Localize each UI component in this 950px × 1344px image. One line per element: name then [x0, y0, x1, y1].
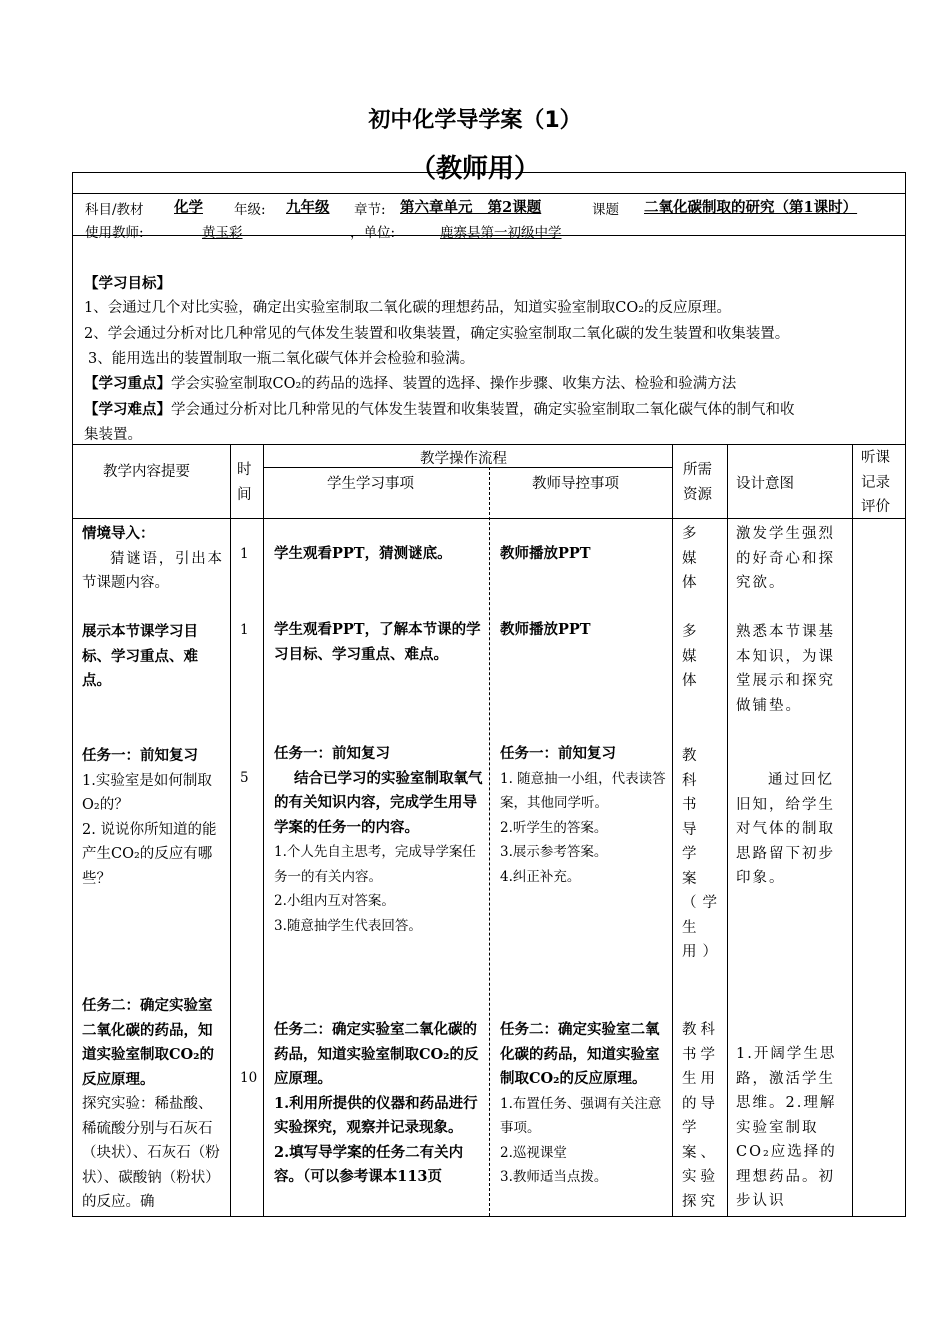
header-eval: 听课记录评价: [861, 450, 890, 515]
row4-time: 10: [240, 1070, 258, 1086]
row1-content: 情境导入： 猜谜语，引出本节课题内容。: [82, 525, 222, 591]
row3-content: 任务一：前知复习 1.实验室是如何制取O₂的？ 2. 说说你所知道的能产生CO₂的反应有哪些？: [82, 747, 217, 887]
row4-intent: 1.开阔学生思路，激活学生思维。2.理解实验室制取CO₂应选择的理想药品。初步认识: [736, 1046, 837, 1209]
difficult-point: 【学习难点】学会通过分析对比几种常见的气体发生装置和收集装置，确定实验室制取二氧化碳气体的制气和收: [84, 401, 795, 418]
chapter-value: 第六章单元 第2课题: [400, 199, 542, 216]
row2-student: 学生观看PPT，了解本节课的学习目标、学习重点、难点。: [274, 621, 481, 663]
grade-label: 年级:: [234, 202, 266, 218]
row1-student: 学生观看PPT，猜测谜底。: [274, 545, 452, 562]
key-point: 【学习重点】学会实验室制取CO₂的药品的选择、装置的选择、操作步骤、收集方法、检验和验满方法: [84, 375, 737, 392]
goal-1: 1、会通过几个对比实验，确定出实验室制取二氧化碳的理想药品，知道实验室制取CO₂的反应原理。: [84, 300, 732, 316]
goal-3: 3、能用选出的装置制取一瓶二氧化碳气体并会检验和验满。: [88, 351, 475, 367]
grade-value: 九年级: [286, 199, 330, 216]
row3-resource: 教科书导学案（学生用）: [682, 748, 723, 960]
page-subtitle: （教师用）: [409, 154, 540, 184]
difficult-point-cont: 集装置。: [84, 427, 142, 443]
header-teacher: 教师导控事项: [532, 476, 619, 492]
row3-student: 任务一：前知复习 结合已学习的实验室制取氧气的有关知识内容，完成学生用导学案的任务一的内容。 1.个人先自主思考，完成导学案任务一的有关内容。 2.小组内互对答案。 3.随意抽学生代表回答。: [274, 745, 483, 934]
header-flow: 教学操作流程: [420, 451, 507, 467]
row2-teacher: 教师播放PPT: [500, 621, 591, 638]
row4-content: 任务二：确定实验室二氧化碳的药品，知道实验室制取CO₂的反应原理。 探究实验：稀盐酸、稀硫酸分别与石灰石（块状）、石灰石（粉状）、碳酸钠（粉状）的反应。确: [82, 997, 220, 1210]
row2-content: 展示本节课学习目标、学习重点、难点。: [82, 623, 198, 689]
row4-teacher: 任务二：确定实验室二氧化碳的药品，知道实验室制取CO₂的反应原理。 1.布置任务、强调有关注意事项。 2.巡视课堂 3.教师适当点拨。: [500, 1021, 662, 1185]
teacher-label: 使用教师:: [85, 225, 144, 241]
row3-intent: 通过回忆旧知，给学生对气体的制取思路留下初步印象。: [736, 772, 835, 886]
page-title: 初中化学导学案（1）: [368, 108, 582, 133]
header-time: 时间: [237, 462, 252, 503]
header-content: 教学内容提要: [103, 464, 190, 480]
topic-value: 二氧化碳制取的研究（第1课时）: [644, 199, 858, 216]
row4-resource: 教科书学生用的导学案、实验探究: [682, 1022, 719, 1210]
subject-label: 科目/教材: [85, 202, 144, 218]
row4-student: 任务二：确定实验室二氧化碳的药品，知道实验室制取CO₂的反应原理。 1.利用所提供的仪器和药品进行实验探究，观察并记录现象。 2.填写导学案的任务二有关内容。（可以参考课本113页: [274, 1021, 479, 1185]
row3-time: 5: [240, 770, 249, 786]
header-resource: 所需资源: [683, 462, 712, 503]
row2-resource: 多媒体: [682, 624, 703, 689]
teacher-value: 黄玉彩: [202, 225, 243, 241]
row1-time: 1: [240, 546, 249, 562]
row1-resource: 多媒体: [682, 526, 703, 591]
row1-intent: 激发学生强烈的好奇心和探究欲。: [736, 526, 835, 591]
row3-teacher: 任务一：前知复习 1. 随意抽一小组，代表读答案，其他同学听。 2.听学生的答案。 3.展示参考答案。 4.纠正补充。: [500, 745, 666, 885]
goal-2: 2、学会通过分析对比几种常见的气体发生装置和收集装置，确定实验室制取二氧化碳的发生装置和收集装置。: [84, 326, 790, 342]
unit-value: 鹿寨县第一初级中学: [440, 225, 562, 241]
row1-teacher: 教师播放PPT: [500, 545, 591, 562]
header-intent: 设计意图: [736, 476, 794, 492]
row2-intent: 熟悉本节课基本知识，为课堂展示和探究做铺垫。: [736, 624, 835, 714]
topic-label: 课题: [592, 202, 619, 218]
subject-value: 化学: [174, 199, 203, 216]
goals-heading: 【学习目标】: [84, 275, 171, 292]
chapter-label: 章节:: [354, 202, 386, 218]
unit-label: ，单位:: [350, 225, 396, 241]
header-student: 学生学习事项: [327, 476, 414, 492]
row2-time: 1: [240, 622, 249, 638]
